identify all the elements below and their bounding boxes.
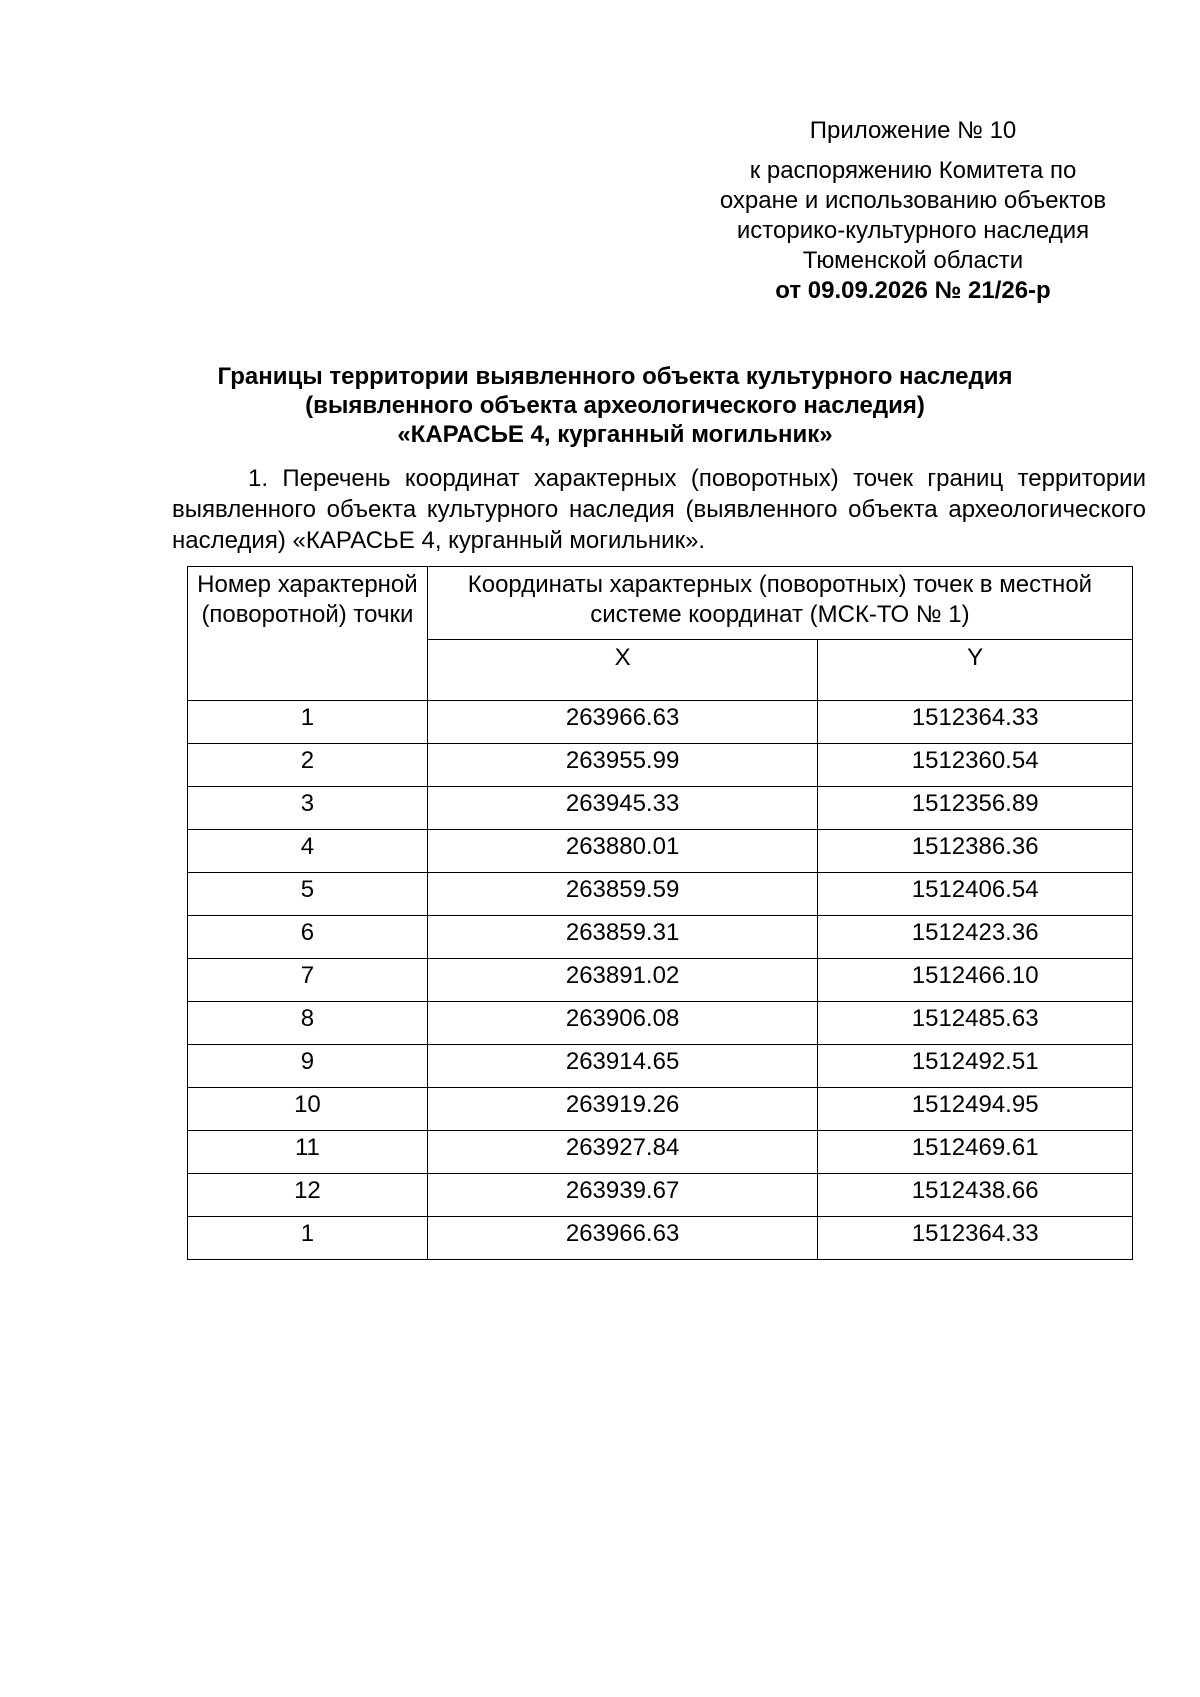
point-number-cell: 2 — [188, 744, 428, 787]
x-coordinate-cell: 263891.02 — [427, 959, 817, 1002]
point-number-cell: 4 — [188, 830, 428, 873]
appendix-line: Тюменской области — [802, 247, 1024, 274]
x-coordinate-cell: 263945.33 — [427, 787, 817, 830]
table-row — [188, 1174, 1133, 1217]
y-coordinate-cell: 1512485.63 — [818, 1002, 1133, 1045]
table-row — [188, 873, 1133, 916]
point-number-cell: 9 — [188, 1045, 428, 1088]
y-coordinate-cell: 1512360.54 — [818, 744, 1133, 787]
appendix-description — [688, 156, 1138, 306]
y-coordinate-cell: 1512356.89 — [818, 787, 1133, 830]
appendix-line: историко-культурного наследия — [736, 217, 1090, 244]
coordinates-table — [187, 566, 1133, 1260]
x-coordinate-cell: 263955.99 — [427, 744, 817, 787]
table-row — [188, 1131, 1133, 1174]
table-row — [188, 787, 1133, 830]
appendix-title: Приложение № 10 — [809, 117, 1017, 144]
decree-reference: от 09.09.2026 № 21/26-р — [775, 277, 1051, 304]
y-coordinate-cell: 1512406.54 — [818, 873, 1133, 916]
point-number-cell: 1 — [188, 1217, 428, 1260]
document-title-line: «КАРАСЬЕ 4, курганный могильник» — [397, 421, 833, 448]
y-coordinate-cell: 1512423.36 — [818, 916, 1133, 959]
point-number-cell: 3 — [188, 787, 428, 830]
point-number-cell: 7 — [188, 959, 428, 1002]
table-row — [188, 744, 1133, 787]
table-row — [188, 1045, 1133, 1088]
header-coordinates: Координаты характерных (поворотных) точек в местной системе координат (МСК-ТО № 1) — [427, 567, 1132, 640]
x-coordinate-cell: 263859.59 — [427, 873, 817, 916]
x-coordinate-cell: 263859.31 — [427, 916, 817, 959]
table-row — [188, 1217, 1133, 1260]
x-coordinate-cell: 263880.01 — [427, 830, 817, 873]
point-number-cell: 1 — [188, 701, 428, 744]
point-number-cell: 6 — [188, 916, 428, 959]
y-coordinate-cell: 1512364.33 — [818, 701, 1133, 744]
y-coordinate-cell: 1512469.61 — [818, 1131, 1133, 1174]
header-x: X — [427, 640, 817, 701]
table-row — [188, 830, 1133, 873]
x-coordinate-cell: 263914.65 — [427, 1045, 817, 1088]
table-row — [188, 916, 1133, 959]
header-point-number: Номер характерной (поворотной) точки — [188, 567, 428, 701]
table-row — [188, 701, 1133, 744]
x-coordinate-cell: 263966.63 — [427, 701, 817, 744]
point-number-cell: 8 — [188, 1002, 428, 1045]
table-row — [188, 1088, 1133, 1131]
coordinates-table-body — [188, 701, 1133, 1260]
document-title — [170, 362, 1060, 449]
point-number-cell: 12 — [188, 1174, 428, 1217]
x-coordinate-cell: 263919.26 — [427, 1088, 817, 1131]
table-row — [188, 1002, 1133, 1045]
document-title-line: (выявленного объекта археологического наследия) — [305, 392, 925, 419]
point-number-cell: 5 — [188, 873, 428, 916]
y-coordinate-cell: 1512492.51 — [818, 1045, 1133, 1088]
document-title-line: Границы территории выявленного объекта культурного наследия — [217, 363, 1013, 390]
x-coordinate-cell: 263927.84 — [427, 1131, 817, 1174]
y-coordinate-cell: 1512438.66 — [818, 1174, 1133, 1217]
y-coordinate-cell: 1512364.33 — [818, 1217, 1133, 1260]
appendix-line: охране и использованию объектов — [719, 187, 1107, 214]
x-coordinate-cell: 263966.63 — [427, 1217, 817, 1260]
x-coordinate-cell: 263939.67 — [427, 1174, 817, 1217]
header-y: Y — [818, 640, 1133, 701]
point-number-cell: 10 — [188, 1088, 428, 1131]
x-coordinate-cell: 263906.08 — [427, 1002, 817, 1045]
y-coordinate-cell: 1512494.95 — [818, 1088, 1133, 1131]
y-coordinate-cell: 1512386.36 — [818, 830, 1133, 873]
y-coordinate-cell: 1512466.10 — [818, 959, 1133, 1002]
intro-paragraph: 1. Перечень координат характерных (поворотных) точек границ территории выявленного объекта культурного наследия (выявленного объекта археологического наследия) «КАРАСЬЕ 4, курганный могильник». — [172, 465, 1146, 554]
point-number-cell: 11 — [188, 1131, 428, 1174]
appendix-line: к распоряжению Комитета по — [749, 157, 1077, 184]
table-row — [188, 959, 1133, 1002]
